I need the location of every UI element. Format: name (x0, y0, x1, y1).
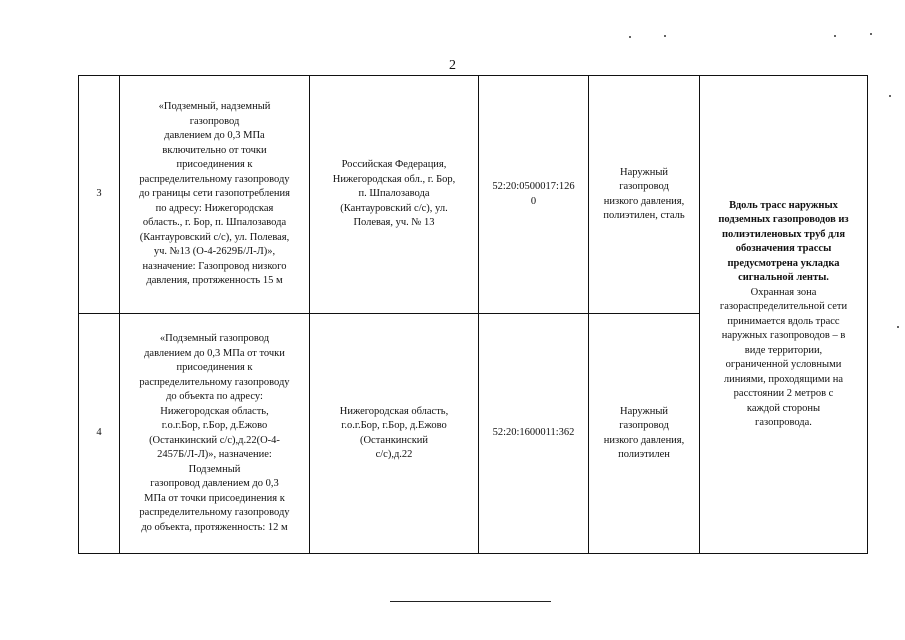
protection-zone-body: Охранная зона газораспределительной сети принимается вдоль трасс наружных газопроводов – в виде территории, ограниченной условными линиями, проходящими на расстоянии 2 метров с каждой стороны газопровода. (719, 286, 848, 428)
gas-pipeline-table (78, 75, 868, 554)
cadastral-number-cell (479, 314, 589, 554)
protection-zone-cell (700, 76, 868, 554)
cadastral-number: 52:20:1600011:362 (492, 427, 575, 439)
page-number: 2 (449, 58, 456, 73)
pipeline-type: Наружный газопровод низкого давления, полиэтилен (603, 405, 685, 460)
scan-speck (629, 36, 631, 38)
object-description: «Подземный газопровод давлением до 0,3 МПа от точки присоединения к распределительному газопроводу до объекта по адресу: Нижегородская область, г.о.г.Бор, г.Бор, д.Ежово (Останкинский с/с),д.22(О-4- 2457Б/Л-Л)», назначение: Подземный газопровод давлением до 0,3 МПа от точки присоединения к распределительному газопроводу до объекта, протяженность: 12 м (139, 333, 290, 533)
scan-speck (664, 35, 666, 37)
row-number-cell (79, 76, 120, 314)
cadastral-number: 52:20:0500017:126 0 (492, 181, 575, 207)
row-number-cell (79, 314, 120, 554)
object-address: Нижегородская область, г.о.г.Бор, г.Бор, д.Ежово (Останкинский с/с),д.22 (339, 405, 449, 460)
cadastral-number-cell (479, 76, 589, 314)
object-address-cell (310, 314, 479, 554)
object-description-cell (120, 76, 310, 314)
footnote-divider (390, 601, 551, 602)
scan-speck (870, 33, 872, 35)
pipeline-type: Наружный газопровод низкого давления, полиэтилен, сталь (603, 166, 685, 221)
scan-speck (897, 326, 899, 328)
object-address: Российская Федерация, Нижегородская обл., г. Бор, п. Шпалозавода (Кантауровский с/с), ул. Полевая, уч. № 13 (332, 159, 456, 229)
pipeline-type-cell (589, 76, 700, 314)
scan-speck (889, 95, 891, 97)
object-address-cell (310, 76, 479, 314)
row-number: 4 (96, 427, 102, 439)
protection-zone-heading: Вдоль трасс наружных подземных газопроводов из полиэтиленовых труб для обозначения трассы предусмотрена укладка сигнальной ленты. (718, 199, 849, 283)
object-description: «Подземный, надземный газопровод давлением до 0,3 МПа включительно от точки присоединения к распределительному газопроводу до границы сети газопотребления по адресу: Нижегородская область., г. Бор, п. Шпалозавода (Кантауровский с/с), ул. Полевая, уч. №13 (О-4-2629Б/Л-Л)», назначение: Газопровод низкого давления, протяженность 15 м (139, 101, 290, 287)
table-row (79, 76, 868, 314)
row-number: 3 (96, 188, 102, 200)
scan-speck (834, 35, 836, 37)
object-description-cell (120, 314, 310, 554)
pipeline-type-cell (589, 314, 700, 554)
